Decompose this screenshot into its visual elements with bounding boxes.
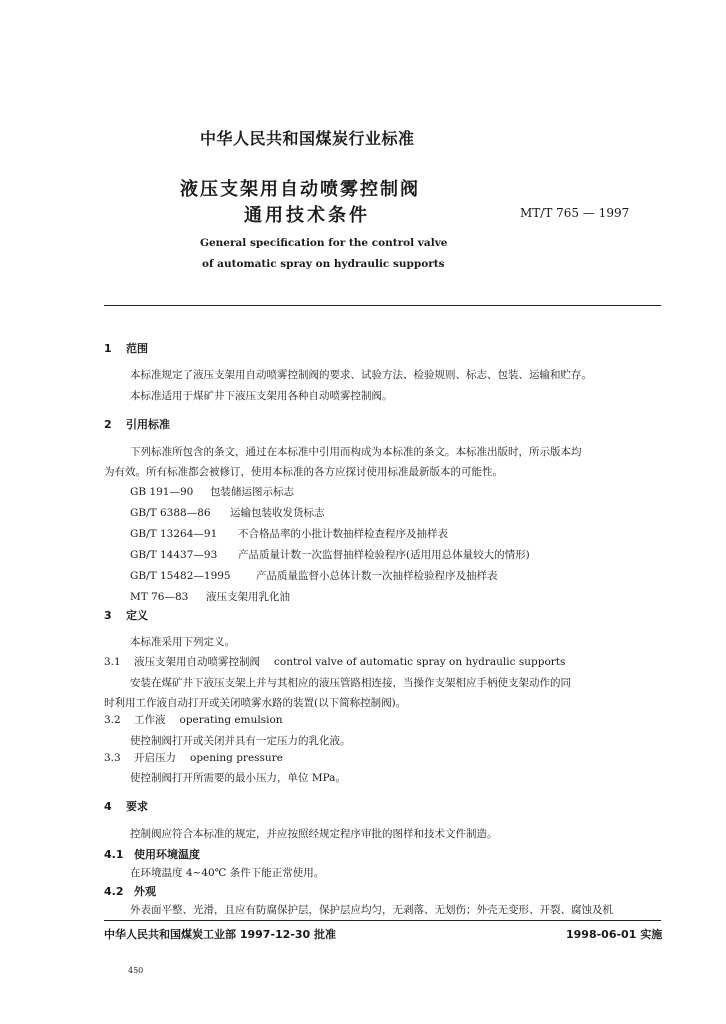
subsection-number: 4.2: [104, 885, 124, 898]
paragraph: 外表面平整、光滑，且应有防腐保护层，保护层应均匀，无剥落、无划伤；外壳无变形、开裂、腐蚀及机: [130, 904, 613, 916]
reference-title: 产品质量计数一次监督抽样检验程序(适用用总体量较大的情形): [238, 549, 530, 561]
reference-item: [130, 526, 448, 541]
paragraph: 使控制阀打开所需要的最小压力，单位 MPa。: [130, 772, 346, 784]
reference-item: [130, 547, 530, 562]
definition-3-2-heading: [104, 712, 283, 727]
section-2-heading: [104, 416, 170, 432]
reference-code: GB/T 14437—93: [130, 549, 218, 561]
definition-3-3-heading: [104, 750, 283, 765]
section-number: 3: [104, 609, 112, 622]
subsection-number: 3.1: [104, 656, 121, 668]
section-title: 范围: [126, 342, 148, 355]
subsection-number: 3.2: [104, 714, 121, 726]
reference-title: 不合格品率的小批计数抽样检查程序及抽样表: [238, 528, 448, 540]
paragraph: 在环境温度 4~40℃ 条件下能正常使用。: [130, 867, 325, 879]
paragraph: 为有效。所有标准都会被修订，使用本标准的各方应探讨使用标准最新版本的可能性。: [104, 466, 503, 478]
section-number: 2: [104, 418, 112, 431]
term-english: opening pressure: [190, 752, 283, 764]
subsection-number: 4.1: [104, 848, 124, 861]
paragraph: 本标准适用于煤矿井下液压支架用各种自动喷雾控制阀。: [130, 390, 393, 402]
subsection-4-1-heading: [104, 846, 200, 862]
approval-line: 中华人民共和国煤炭工业部 1997-12-30 批准: [104, 928, 337, 941]
paragraph: 本标准采用下列定义。: [130, 636, 235, 648]
term-english: operating emulsion: [179, 714, 283, 726]
paragraph: 使控制阀打开或关闭并具有一定压力的乳化液。: [130, 735, 351, 747]
paragraph: 本标准规定了液压支架用自动喷雾控制阀的要求、试验方法、检验规则、标志、包装、运输和贮存。: [130, 369, 592, 381]
section-1-heading: [104, 340, 148, 356]
title-chinese-line1: 液压支架用自动喷雾控制阀: [180, 179, 420, 200]
definition-3-1-heading: [104, 654, 565, 669]
subsection-title: 外观: [134, 885, 156, 898]
title-chinese-line2: 通用技术条件: [244, 205, 370, 226]
paragraph: 安装在煤矿井下液压支架上并与其相应的液压管路相连接，当操作支架相应手柄使支架动作的同: [130, 677, 571, 689]
reference-item: [130, 484, 294, 499]
paragraph: 下列标准所包含的条文，通过在本标准中引用而构成为本标准的条文。本标准出版时，所示版本均: [130, 446, 582, 458]
paragraph: 时利用工作液自动打开或关闭喷雾水路的装置(以下简称控制阀)。: [104, 697, 407, 709]
reference-item: [130, 568, 498, 583]
reference-item: [130, 589, 290, 604]
footer-divider: [104, 920, 661, 921]
section-number: 1: [104, 342, 112, 355]
header-divider: [104, 305, 661, 306]
reference-code: MT 76—83: [130, 591, 189, 603]
subsection-title: 使用环境温度: [134, 848, 200, 861]
reference-title: 运输包装收发货标志: [230, 507, 325, 519]
term-chinese: 工作液: [134, 714, 166, 726]
issuing-organization: 中华人民共和国煤炭行业标准: [200, 129, 415, 148]
section-title: 要求: [126, 800, 148, 813]
reference-code: GB 191—90: [130, 486, 194, 498]
section-number: 4: [104, 800, 112, 813]
reference-code: GB/T 13264—91: [130, 528, 218, 540]
standard-number: MT/T 765 — 1997: [520, 206, 630, 220]
section-title: 定义: [126, 609, 148, 622]
reference-code: GB/T 15482—1995: [130, 570, 231, 582]
term-chinese: 液压支架用自动喷雾控制阀: [134, 656, 260, 668]
implementation-date: 1998-06-01 实施: [566, 928, 663, 941]
term-chinese: 开启压力: [134, 752, 176, 764]
page-number: 450: [128, 966, 144, 975]
reference-title: 包装储运图示标志: [210, 486, 294, 498]
reference-title: 液压支架用乳化油: [206, 591, 290, 603]
section-4-heading: [104, 798, 148, 814]
subsection-4-2-heading: [104, 883, 156, 899]
section-3-heading: [104, 607, 148, 623]
paragraph: 控制阀应符合本标准的规定，并应按照经规定程序审批的图样和技术文件制造。: [130, 828, 498, 840]
section-title: 引用标准: [126, 418, 170, 431]
term-english: control valve of automatic spray on hydraulic supports: [274, 656, 566, 668]
subsection-number: 3.3: [104, 752, 121, 764]
reference-item: [130, 505, 325, 520]
title-english-line2: of automatic spray on hydraulic supports: [202, 258, 445, 270]
title-english-line1: General specification for the control valve: [200, 237, 448, 249]
reference-title: 产品质量监督小总体计数一次抽样检验程序及抽样表: [256, 570, 498, 582]
reference-code: GB/T 6388—86: [130, 507, 211, 519]
